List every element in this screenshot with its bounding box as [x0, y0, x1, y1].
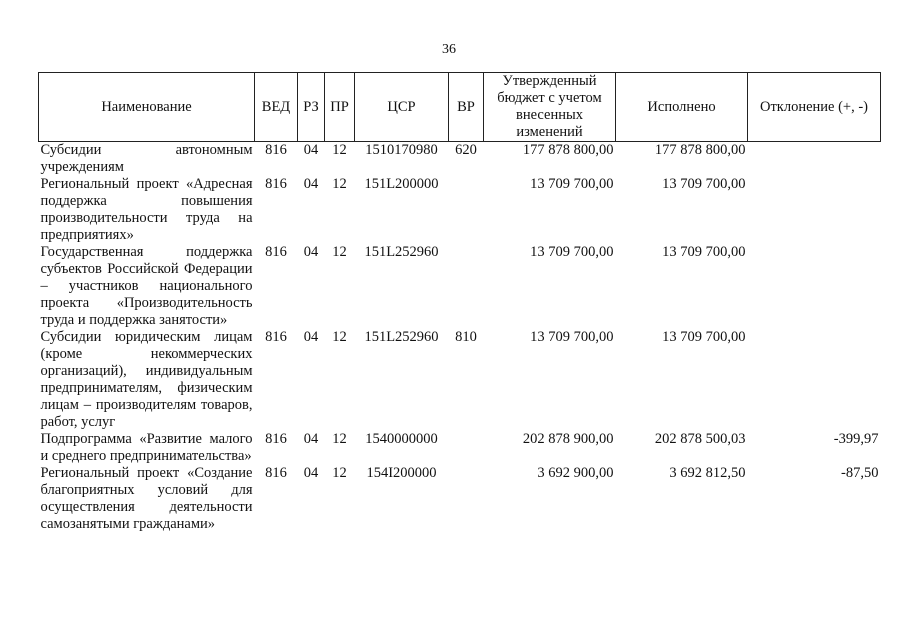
row-rz: 04: [303, 465, 319, 481]
row-rz: 04: [303, 431, 319, 447]
row-name: Подпрограмма «Развитие малого и среднего предпринимательства»: [40, 431, 253, 464]
table-row: [39, 431, 881, 465]
row-name: Региональный проект «Создание благоприятных условий для осуществления деятельности самозанятыми гражданами»: [40, 465, 253, 532]
header-rz: РЗ: [298, 73, 325, 142]
row-ved: 816: [265, 465, 287, 481]
row-ved: 816: [265, 329, 287, 345]
row-executed: 13 709 700,00: [662, 329, 746, 345]
row-deviation: [748, 176, 881, 244]
row-pr: 12: [332, 244, 347, 260]
header-csr: ЦСР: [355, 73, 449, 142]
row-csr: 151L252960: [364, 244, 439, 260]
row-approved: 202 878 900,00: [522, 431, 614, 447]
row-deviation: [748, 244, 881, 329]
row-executed: 13 709 700,00: [662, 176, 746, 192]
header-row: [39, 73, 881, 142]
row-rz: 04: [303, 329, 319, 345]
row-approved: 3 692 900,00: [537, 465, 614, 481]
table-row: [39, 329, 881, 431]
row-csr: 151L200000: [364, 176, 439, 192]
header-pr: ПР: [325, 73, 355, 142]
row-pr: 12: [332, 176, 347, 192]
header-executed: Исполнено: [616, 73, 748, 142]
row-pr: 12: [332, 329, 347, 345]
table-row: [39, 244, 881, 329]
row-approved: 13 709 700,00: [530, 329, 614, 345]
row-vr: [449, 431, 484, 465]
budget-table: [38, 72, 881, 533]
row-rz: 04: [303, 176, 319, 192]
row-name: Региональный проект «Адресная поддержка повышения производительности труда на предприятиях»: [40, 176, 253, 243]
row-ved: 816: [265, 176, 287, 192]
table-row: [39, 176, 881, 244]
row-vr: [449, 244, 484, 329]
header-vr: ВР: [449, 73, 484, 142]
row-ved: 816: [265, 142, 287, 158]
header-ved: ВЕД: [255, 73, 298, 142]
row-deviation: -87,50: [841, 465, 879, 481]
header-name: Наименование: [39, 73, 255, 142]
row-vr: 620: [455, 142, 477, 158]
table-row: [39, 142, 881, 177]
page-number: 36: [442, 42, 456, 57]
row-deviation: [748, 142, 881, 177]
row-ved: 816: [265, 431, 287, 447]
row-pr: 12: [332, 431, 347, 447]
row-vr: 810: [455, 329, 477, 345]
row-csr: 1510170980: [365, 142, 438, 158]
row-csr: 154I200000: [366, 465, 437, 481]
row-ved: 816: [265, 244, 287, 260]
row-executed: 13 709 700,00: [662, 244, 746, 260]
row-name: Государственная поддержка субъектов Российской Федерации – участников национального проекта «Производительность труда и поддержка занятости»: [40, 244, 253, 328]
row-vr: [449, 176, 484, 244]
row-name: Субсидии автономным учреждениям: [40, 142, 253, 175]
row-approved: 177 878 800,00: [522, 142, 614, 158]
row-approved: 13 709 700,00: [530, 244, 614, 260]
row-pr: 12: [332, 465, 347, 481]
header-approved: Утвержденный бюджет с учетом внесенных изменений: [484, 73, 616, 142]
row-pr: 12: [332, 142, 347, 158]
row-deviation: [748, 329, 881, 431]
row-deviation: -399,97: [833, 431, 879, 447]
row-vr: [449, 465, 484, 533]
row-approved: 13 709 700,00: [530, 176, 614, 192]
header-deviation: Отклонение (+, -): [748, 73, 881, 142]
row-executed: 3 692 812,50: [669, 465, 746, 481]
row-rz: 04: [303, 244, 319, 260]
row-executed: 177 878 800,00: [654, 142, 746, 158]
row-csr: 151L252960: [364, 329, 439, 345]
row-rz: 04: [303, 142, 319, 158]
table-row: [39, 465, 881, 533]
row-name: Субсидии юридическим лицам (кроме некоммерческих организаций), индивидуальным предпринимателям, физическим лицам – производителям товаров, работ, услуг: [40, 329, 253, 430]
row-executed: 202 878 500,03: [654, 431, 746, 447]
row-csr: 1540000000: [365, 431, 438, 447]
